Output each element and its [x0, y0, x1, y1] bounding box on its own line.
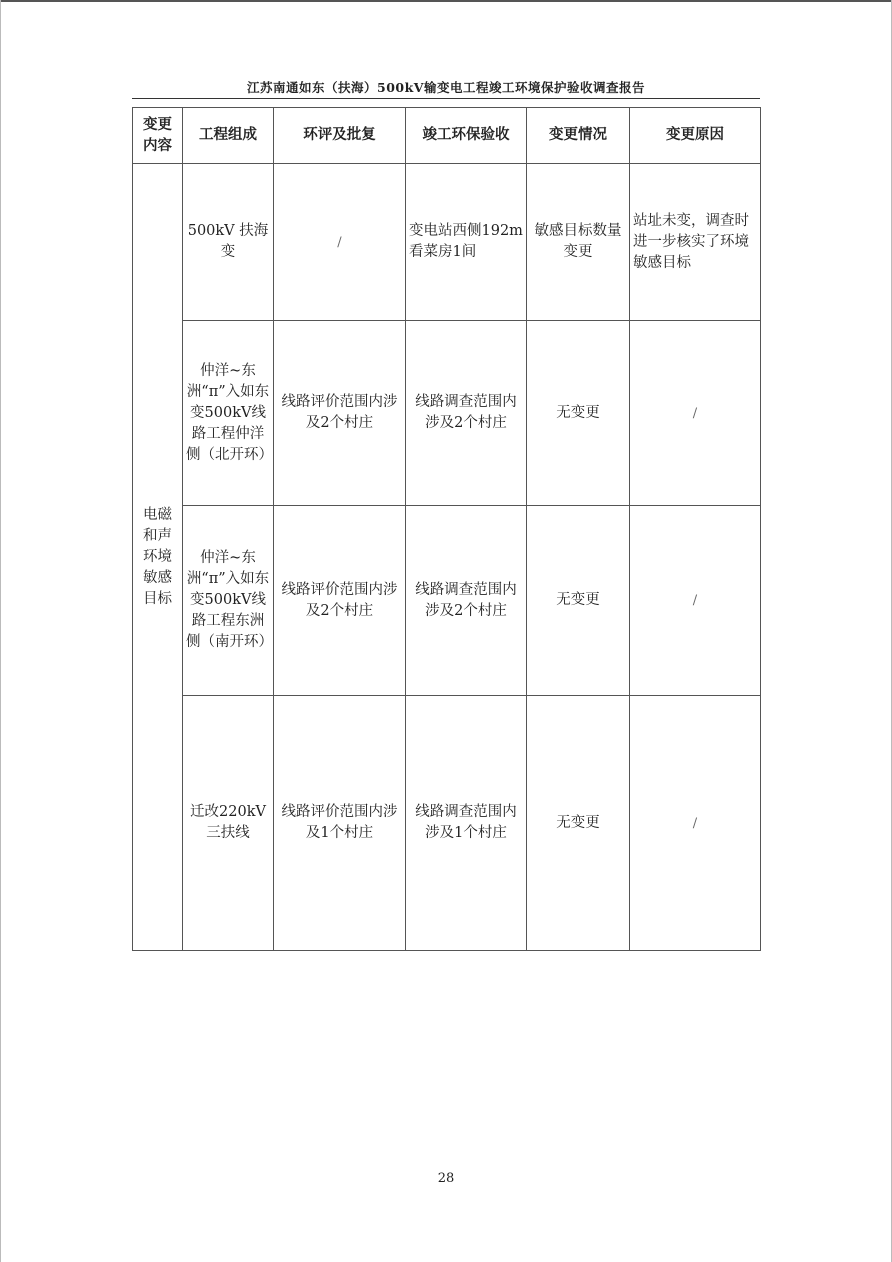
acceptance-cell: 线路调查范围内涉及2个村庄: [406, 506, 527, 696]
component-cell: 迁改220kV三扶线: [183, 696, 274, 951]
eia-cell: /: [274, 164, 406, 321]
change-cell: 无变更: [527, 321, 630, 506]
page-left-border: [0, 0, 1, 1262]
table-header-row: [133, 108, 761, 164]
header-rule: [132, 98, 760, 99]
column-header: 环评及批复: [274, 108, 406, 164]
column-header: 变更内容: [133, 108, 183, 164]
column-header: 工程组成: [183, 108, 274, 164]
table-row: [133, 696, 761, 951]
category-cell: 电磁和声环境敏感目标: [133, 164, 183, 951]
eia-cell: 线路评价范围内涉及1个村庄: [274, 696, 406, 951]
component-cell: 仲洋~东洲“π”入如东变500kV线路工程仲洋侧（北开环）: [183, 321, 274, 506]
eia-cell: 线路评价范围内涉及2个村庄: [274, 321, 406, 506]
reason-cell: /: [630, 506, 761, 696]
eia-cell: 线路评价范围内涉及2个村庄: [274, 506, 406, 696]
table-row: [133, 164, 761, 321]
column-header: 竣工环保验收: [406, 108, 527, 164]
change-cell: 无变更: [527, 696, 630, 951]
change-table-container: [132, 107, 761, 951]
reason-cell: 站址未变，调查时进一步核实了环境敏感目标: [630, 164, 761, 321]
change-table: [132, 107, 761, 951]
acceptance-cell: 线路调查范围内涉及2个村庄: [406, 321, 527, 506]
component-cell: 500kV 扶海变: [183, 164, 274, 321]
table-row: [133, 321, 761, 506]
running-header: 江苏南通如东（扶海）500kV输变电工程竣工环境保护验收调查报告: [247, 80, 645, 95]
column-header: 变更原因: [630, 108, 761, 164]
acceptance-cell: 线路调查范围内涉及1个村庄: [406, 696, 527, 951]
reason-cell: /: [630, 696, 761, 951]
component-cell: 仲洋~东洲“π”入如东变500kV线路工程东洲侧（南开环）: [183, 506, 274, 696]
change-cell: 无变更: [527, 506, 630, 696]
page-top-border: [0, 0, 892, 2]
page-number: 28: [437, 1171, 455, 1186]
acceptance-cell: 变电站西侧192m看菜房1间: [406, 164, 527, 321]
reason-cell: /: [630, 321, 761, 506]
table-row: [133, 506, 761, 696]
column-header: 变更情况: [527, 108, 630, 164]
change-cell: 敏感目标数量变更: [527, 164, 630, 321]
